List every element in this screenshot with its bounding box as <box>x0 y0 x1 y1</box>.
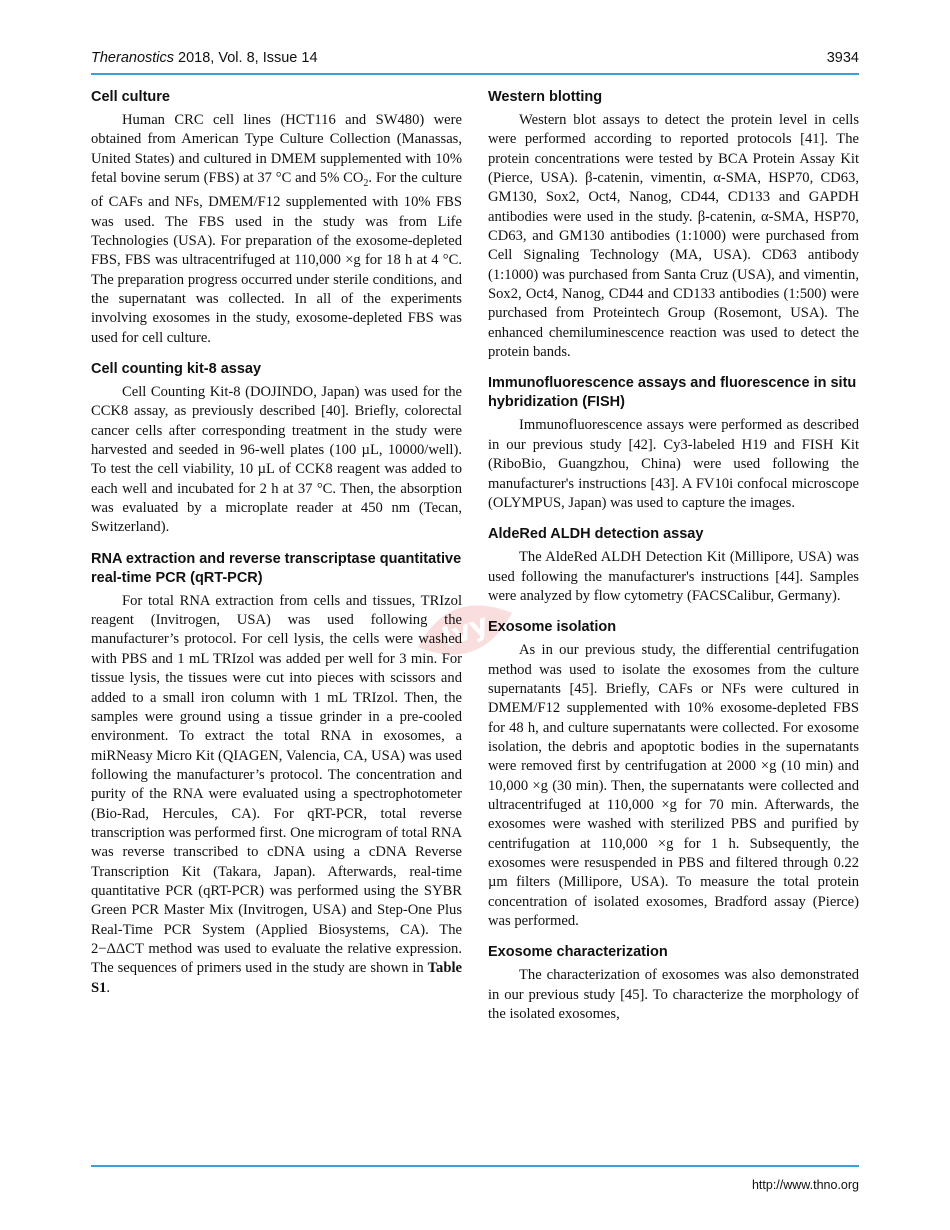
section-exosome-characterization <box>488 943 859 1024</box>
right-column <box>488 88 859 1033</box>
paragraph-aldh: The AldeRed ALDH Detection Kit (Millipore, USA) was used following the manufacturer's instructions [44]. Samples were analyzed by flow cytometry (FACSCalibur, Germany). <box>488 549 859 604</box>
heading-rna-extraction: RNA extraction and reverse transcriptase quantitative real-time PCR (qRT-PCR) <box>91 550 462 586</box>
section-exosome-isolation <box>488 618 859 931</box>
footer-rule <box>91 1165 859 1167</box>
heading-western-blotting: Western blotting <box>488 89 603 105</box>
journal-citation <box>91 50 318 66</box>
section-cell-culture <box>91 88 462 348</box>
running-header <box>91 48 859 72</box>
paragraph-exosome-isolation: As in our previous study, the differential centrifugation method was used to isolate the exosomes from the culture supernatants [45]. Briefly, CAFs or NFs were cultured in DMEM/F12 supplemented with 10% exosome-depleted FBS for 48 h, and culture supernatants were collected. For exosome isolation, the debris and apoptotic bodies in the supernatants were removed first by centrifugation at 2000 ×g (10 min) and 10,000 ×g (30 min). Then, the supernatants were collected and ultracentrifuged at 110,000 ×g for 70 min. Afterwards, the exosomes were washed with sterilized PBS and purified by centrifugation at 110,000 ×g for 1 h. Subsequently, the exosomes were resuspended in PBS and filtered through 0.22 µm filters (Millipore, USA). To measure the total protein concentration of isolated exosomes, Bradford assay (Pierce) was performed. <box>488 642 859 930</box>
header-rule <box>91 73 859 75</box>
heading-cell-culture: Cell culture <box>91 89 170 105</box>
section-western-blotting <box>488 88 859 362</box>
journal-volume-info: 2018, Vol. 8, Issue 14 <box>174 50 318 66</box>
section-aldh <box>488 525 859 606</box>
heading-exosome-characterization: Exosome characterization <box>488 944 668 961</box>
heading-aldh: AldeRed ALDH detection assay <box>488 526 704 543</box>
watermark-text: Ivy <box>437 606 493 654</box>
footer-url[interactable]: http://www.thno.org <box>751 1178 859 1192</box>
section-rna-extraction <box>91 550 462 998</box>
journal-name: Theranostics <box>91 50 175 66</box>
paragraph-immunofluorescence: Immunofluorescence assays were performed as described in our previous study [42]. Cy3-labeled H19 and FISH Kit (RiboBio, Guangzhou, China) were used following the manufacturer's instructions [43]. A FV10i confocal microscope (OLYMPUS, Japan) was used to capture the images. <box>488 417 859 511</box>
heading-cck8: Cell counting kit-8 assay <box>91 361 262 378</box>
paragraph-cck8: Cell Counting Kit-8 (DOJINDO, Japan) was used for the CCK8 assay, as previously described [40]. Briefly, colorectal cancer cells after corresponding treatment in the study were harvested and seeded in 96-well plates (100 µL, 10000/well). To test the cell viability, 10 µL of CCK8 reagent was added to each well and incubated for 2 h at 37 °C. Then, the absorption was evaluated by a microplate reader at 450 nm (Tecan, Switzerland). <box>91 384 462 536</box>
page-number: 3934 <box>826 50 859 66</box>
paragraph-western-blotting: Western blot assays to detect the protein level in cells were performed according to reported protocols [41]. The protein concentrations were tested by BCA Protein Assay Kit (Pierce, USA). β-catenin, vimentin, α-SMA, HSP70, CD63, GM130, Sox2, Oct4, Nanog, CD44, CD133 and GAPDH antibodies were used in the study. β-catenin, α-SMA, HSP70, CD63, and GM130 antibodies (1:1000) were purchased from Cell Signaling Technology (MA, USA). CD63 antibody (1:1000) was purchased from Santa Cruz (USA), and vimentin, Sox2, Oct4, Nanog, CD44 and CD133 antibodies (1:500) were purchased from Proteintech Group (Rosemont, USA). The enhanced chemiluminescence reaction was used to detect the protein bands. <box>488 112 859 361</box>
table-s1-reference: Table S1 <box>91 960 462 996</box>
section-immunofluorescence <box>488 374 859 513</box>
paragraph-cell-culture: Human CRC cell lines (HCT116 and SW480) were obtained from American Type Culture Collection (Manassas, United States) and cultured in DMEM supplemented with 10% fetal bovine serum (FBS) at 37 °C and 5% $CO_2$. For the culture of CAFs and NFs, DMEM/F12 supplemented with 10% FBS was used. The FBS used in the study was from Life Technologies (USA). For preparation of the exosome-depleted FBS, FBS was ultracentrifuged at 110,000 ×g for 18 h at 4 °C. The preparation progress occurred under sterile conditions, and the supernatant was collected. In all of the experiments involving exosomes in the study, exosome-depleted FBS was used for cell culture. <box>91 112 462 346</box>
section-cck8 <box>91 360 462 538</box>
paragraph-exosome-characterization: The characterization of exosomes was also demonstrated in our previous study [45]. To characterize the morphology of the isolated exosomes, <box>488 967 859 1023</box>
paragraph-rna-extraction: For total RNA extraction from cells and tissues, TRIzol reagent (Invitrogen, USA) was used following the manufacturer’s protocol. For cell lysis, the cells were washed with PBS and 1 mL TRIzol was added per well for 3 min. For tissue lysis, the tissues were cut into pieces with scissors and added to a small iron column with 1 mL TRIzol. Then, the samples were ground using a tissue grinder in a pre-cooled environment. To extract the total RNA in exosomes, a miRNeasy Micro Kit (QIAGEN, Valencia, CA, USA) was used following the manufacturer’s protocol. The concentration and purity of the RNA were evaluated using a spectrophotometer (Bio-Rad, Hercules, CA). For qRT-PCR, total reverse transcription was performed first. One microgram of total RNA was reverse transcribed to cDNA using a cDNA Reverse Transcription Kit (Takara, Japan). Afterwards, real-time quantitative PCR (qRT-PCR) was performed using the SYBR Green PCR Master Mix (Invitrogen, USA) and Step-One Plus Real-Time PCR System (Applied Biosystems, CA). The 2−ΔΔCT method was used to evaluate the relative expression. The sequences of primers used in the study are shown in Table S1. <box>91 592 462 996</box>
heading-immunofluorescence: Immunofluorescence assays and fluorescence in situ hybridization (FISH) <box>488 375 857 411</box>
heading-exosome-isolation: Exosome isolation <box>488 619 617 636</box>
left-column <box>91 88 462 1007</box>
